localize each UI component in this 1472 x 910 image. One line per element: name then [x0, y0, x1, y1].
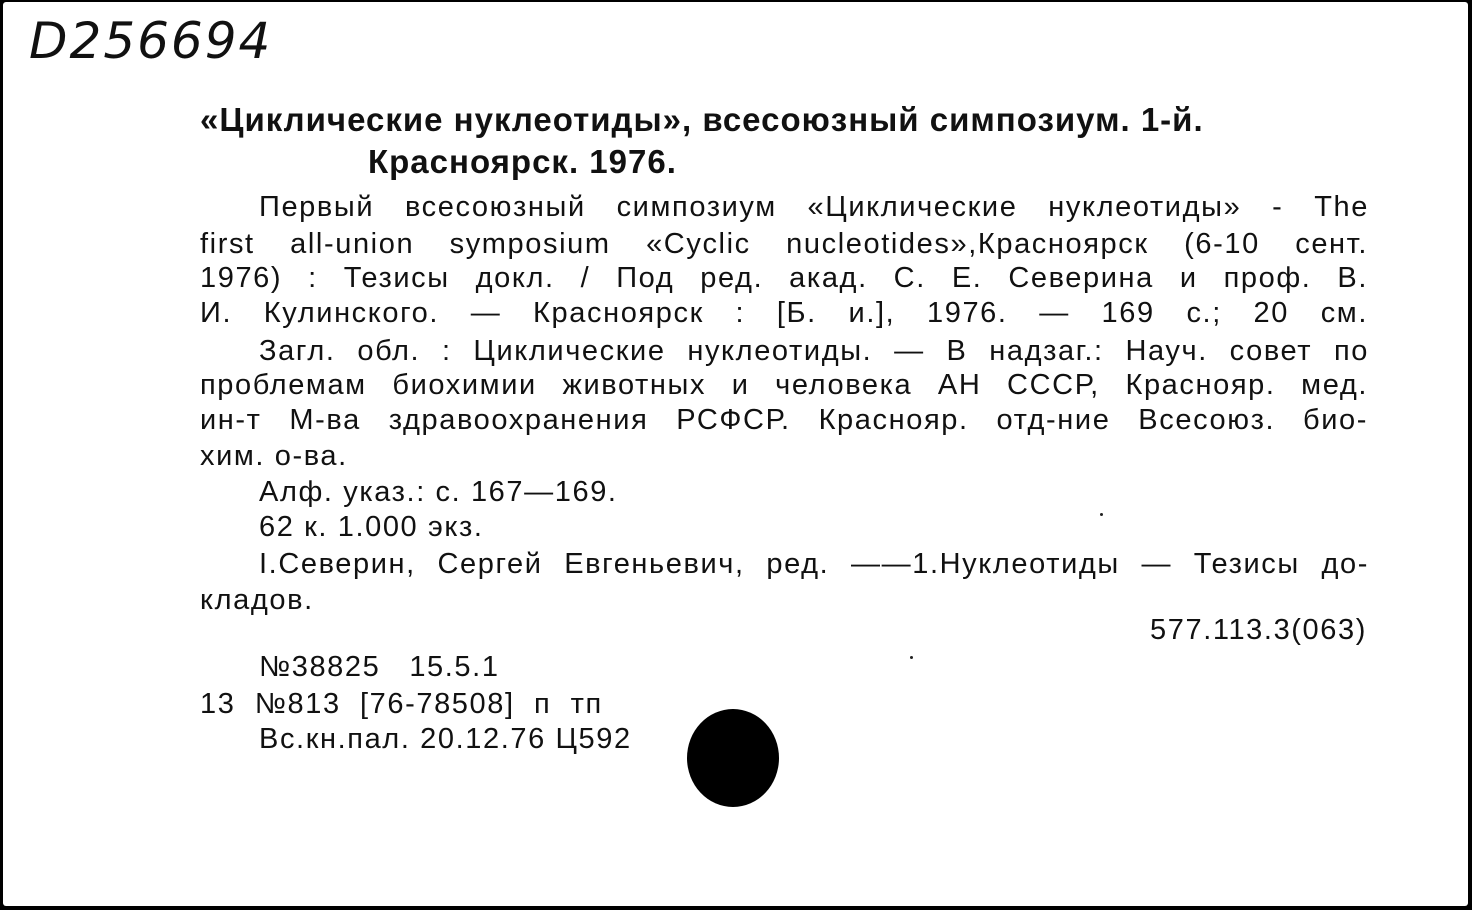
classification-number: 577.113.3(063) [1150, 614, 1367, 646]
tracings-line-2: кладов. [200, 584, 314, 616]
note-line-1: Загл. обл. : Циклические нуклеотиды. — В надзаг.: Науч. совет по [259, 335, 1369, 367]
description-line-3: 1976) : Тезисы докл. / Под ред. акад. С. Е. Северина и проф. В. [200, 262, 1368, 294]
handwritten-number: D256694 [29, 12, 273, 70]
note-line-3: ин-т М-ва здравоохранения РСФСР. Краснояр. отд-ние Всесоюз. био- [200, 404, 1368, 436]
speck [1100, 513, 1103, 516]
index-note: Алф. указ.: с. 167—169. [259, 476, 618, 508]
catalog-card [3, 2, 1468, 906]
note-line-4: хим. о-ва. [200, 440, 348, 472]
punch-hole [687, 709, 779, 807]
description-line-1: Первый всесоюзный симпозиум «Циклические нуклеотиды» - The [259, 191, 1369, 223]
description-line-4: И. Кулинского. — Красноярск : [Б. и.], 1976. — 169 с.; 20 см. [200, 297, 1368, 329]
chamber-info: Вс.кн.пал. 20.12.76 Ц592 [259, 723, 632, 755]
price-line: 62 к. 1.000 экз. [259, 511, 484, 543]
order-number: №38825 15.5.1 [259, 651, 500, 683]
title-line-2: Красноярск. 1976. [368, 143, 677, 180]
speck [910, 656, 913, 659]
note-line-2: проблемам биохимии животных и человека АН СССР, Краснояр. мед. [200, 369, 1368, 401]
title-line-1: «Циклические нуклеотиды», всесоюзный симпозиум. 1-й. [200, 101, 1204, 138]
tracings-line-1: I.Северин, Сергей Евгеньевич, ред. ——1.Нуклеотиды — Тезисы до- [259, 548, 1369, 580]
print-info: 13 №813 [76-78508] п тп [200, 688, 603, 720]
description-line-2: first all-union symposium «Cyclic nucleotides»,Красноярск (6-10 сент. [200, 228, 1368, 260]
